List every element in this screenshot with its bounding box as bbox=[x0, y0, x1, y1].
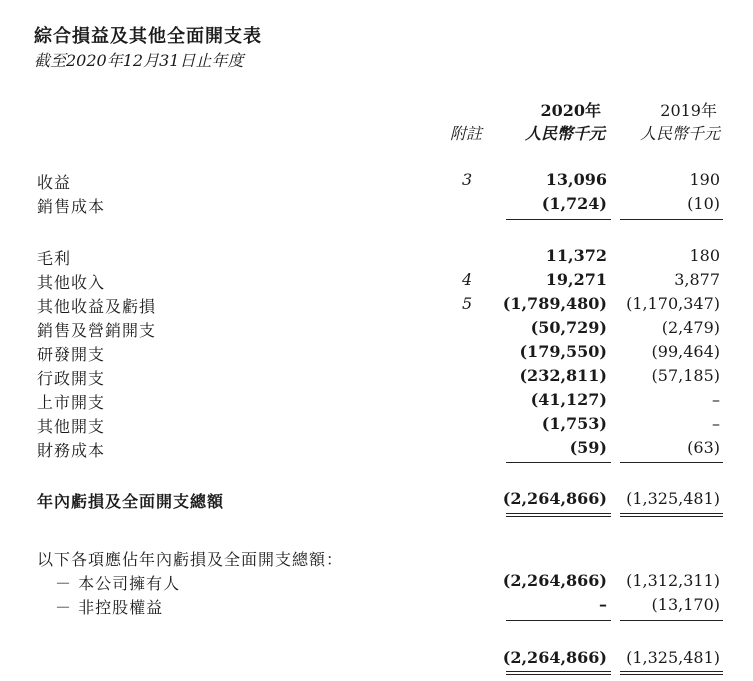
row-label: 上市開支 bbox=[37, 393, 106, 412]
row-label: 其他開支 bbox=[37, 417, 106, 436]
value-2019: 190 bbox=[689, 170, 720, 189]
table-row-listing-expenses bbox=[0, 390, 753, 414]
row-label: 行政開支 bbox=[37, 369, 106, 388]
table-row-cost-of-sales bbox=[0, 194, 753, 218]
row-label: 以下各項應佔年內虧損及全面開支總額： bbox=[37, 550, 344, 569]
value-2020: (50,729) bbox=[530, 318, 607, 337]
value-2019: (1,170,347) bbox=[626, 294, 720, 313]
table-row-total-loss bbox=[0, 489, 753, 513]
value-2020: 11,372 bbox=[545, 246, 607, 265]
value-2020: (41,127) bbox=[530, 390, 607, 409]
value-2020: (232,811) bbox=[519, 366, 607, 385]
value-2020: (1,724) bbox=[541, 194, 607, 213]
statement-period: 截至2020年12月31日止年度 bbox=[34, 51, 244, 70]
row-label: 研發開支 bbox=[37, 345, 106, 364]
table-row-attributable-total bbox=[0, 648, 753, 672]
value-2019: 3,877 bbox=[674, 270, 720, 289]
row-label: 毛利 bbox=[37, 249, 72, 268]
subtotal-rule-2019 bbox=[620, 462, 723, 463]
value-2019: 180 bbox=[689, 246, 720, 265]
value-2020: (1,789,480) bbox=[502, 294, 607, 313]
table-row-non-controlling bbox=[0, 595, 753, 619]
value-2020: (59) bbox=[569, 438, 607, 457]
value-2019: (63) bbox=[687, 438, 720, 457]
table-row-administrative bbox=[0, 366, 753, 390]
value-2019: (1,325,481) bbox=[626, 489, 720, 508]
statement-title: 綜合損益及其他全面開支表 bbox=[34, 26, 262, 47]
currency-header-2019: 人民幣千元 bbox=[639, 124, 720, 143]
subtotal-rule-2020 bbox=[506, 219, 611, 220]
value-2019: (99,464) bbox=[651, 342, 720, 361]
value-2019: (1,325,481) bbox=[626, 648, 720, 667]
table-row-other-income bbox=[0, 270, 753, 294]
subtotal-rule-2019 bbox=[620, 219, 723, 220]
table-row-attributable-heading bbox=[0, 547, 753, 571]
row-label: 其他收益及虧損 bbox=[37, 297, 157, 316]
total-double-rule-2020 bbox=[506, 513, 611, 517]
table-row-other-gains-losses bbox=[0, 294, 753, 318]
value-2019: (10) bbox=[687, 194, 720, 213]
row-label: － 本公司擁有人 bbox=[55, 574, 181, 593]
row-note: 5 bbox=[462, 294, 473, 313]
value-2019: (13,170) bbox=[651, 595, 720, 614]
table-row-finance-costs bbox=[0, 438, 753, 462]
row-label: 財務成本 bbox=[37, 441, 106, 460]
total-double-rule-2019 bbox=[620, 671, 723, 675]
value-2020: 19,271 bbox=[545, 270, 607, 289]
table-row-rnd bbox=[0, 342, 753, 366]
subtotal-rule-2020 bbox=[506, 620, 611, 621]
value-2020: (179,550) bbox=[519, 342, 607, 361]
value-2020: (2,264,866) bbox=[502, 648, 607, 667]
value-2019: (1,312,311) bbox=[626, 571, 720, 590]
table-row-other-expenses bbox=[0, 414, 753, 438]
total-double-rule-2019 bbox=[620, 513, 723, 517]
table-row-owners bbox=[0, 571, 753, 595]
column-header-2020: 2020年 bbox=[540, 101, 601, 120]
table-row-revenue bbox=[0, 170, 753, 194]
subtotal-rule-2019 bbox=[620, 620, 723, 621]
row-label: 其他收入 bbox=[37, 273, 106, 292]
column-header-note: 附註 bbox=[450, 124, 483, 143]
row-label: － 非控股權益 bbox=[55, 598, 164, 617]
value-2019: (57,185) bbox=[651, 366, 720, 385]
value-2020: – bbox=[599, 595, 607, 614]
row-note: 3 bbox=[462, 170, 473, 189]
subtotal-rule-2020 bbox=[506, 462, 611, 463]
value-2019: – bbox=[712, 390, 720, 409]
value-2019: (2,479) bbox=[661, 318, 720, 337]
row-note: 4 bbox=[462, 270, 473, 289]
currency-header-2020: 人民幣千元 bbox=[524, 124, 605, 143]
value-2020: 13,096 bbox=[545, 170, 607, 189]
total-double-rule-2020 bbox=[506, 671, 611, 675]
value-2019: – bbox=[712, 414, 720, 433]
value-2020: (2,264,866) bbox=[502, 489, 607, 508]
row-label: 銷售成本 bbox=[37, 197, 106, 216]
value-2020: (1,753) bbox=[541, 414, 607, 433]
row-label: 年內虧損及全面開支總額 bbox=[37, 492, 225, 511]
row-label: 銷售及營銷開支 bbox=[37, 321, 157, 340]
table-row-gross-profit bbox=[0, 246, 753, 270]
column-header-2019: 2019年 bbox=[660, 101, 717, 120]
table-row-selling-marketing bbox=[0, 318, 753, 342]
row-label: 收益 bbox=[37, 173, 72, 192]
value-2020: (2,264,866) bbox=[502, 571, 607, 590]
